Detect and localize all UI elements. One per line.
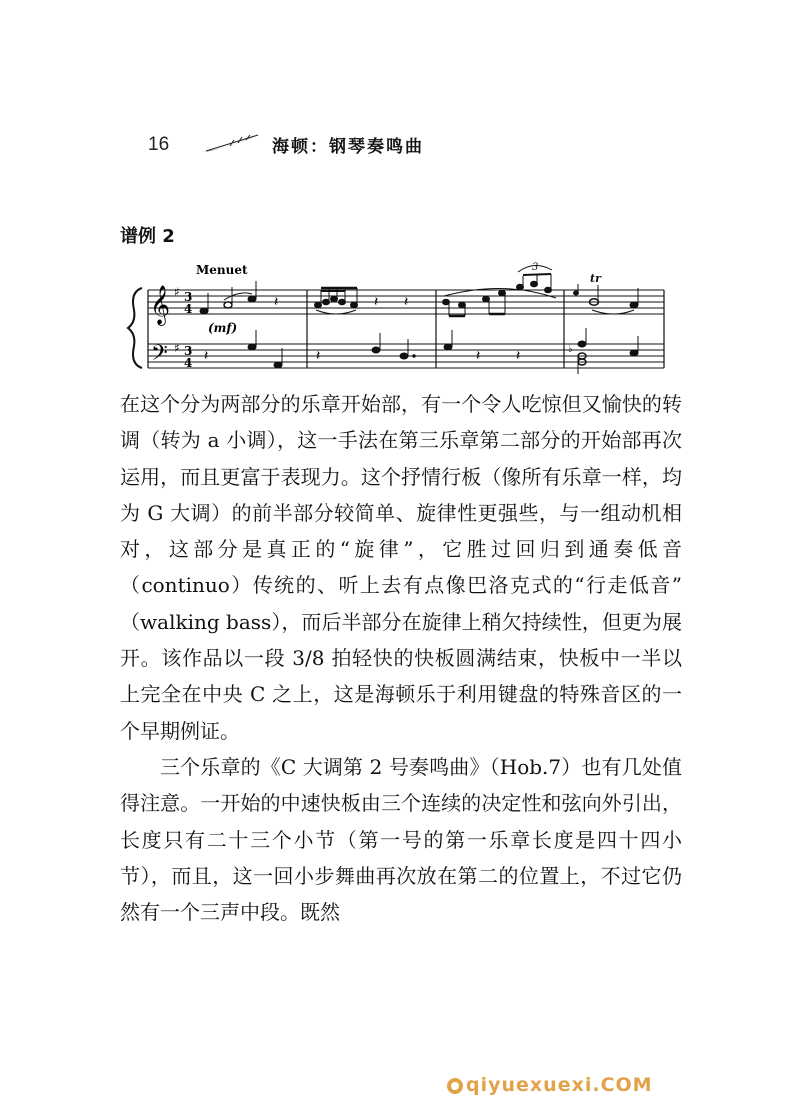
svg-text:𝄽: 𝄽 — [374, 294, 379, 310]
svg-text:𝄽: 𝄽 — [316, 348, 321, 364]
sharp-icon: ♯ — [174, 341, 180, 355]
body-text — [120, 386, 682, 930]
svg-text:4: 4 — [184, 302, 193, 316]
time-signature — [184, 290, 192, 370]
svg-text:3: 3 — [184, 344, 193, 358]
book-title: 海顿：钢琴奏鸣曲 — [272, 137, 424, 157]
page-number: 16 — [148, 134, 170, 155]
paragraph-2: 三个乐章的《C 大调第 2 号奏鸣曲》（Hob.7）也有几处值得注意。一开始的中速快板由三个连续的决定性和弦向外引出，长度只有二十三个小节（第一号的第一乐章长度是四十四小节），而且，这一回小步舞曲再次放在第二的位置上，不过它仍然有一个三声中段。既然 — [120, 754, 682, 925]
svg-text:4: 4 — [184, 356, 193, 370]
svg-text:𝄽: 𝄽 — [204, 348, 209, 364]
notes-measure-2-treble — [315, 288, 409, 314]
triplet-marking: 3 — [532, 262, 539, 273]
notes-measure-3-bass — [444, 330, 520, 364]
paragraph-1: 在这个分为两部分的乐章开始部，有一个令人吃惊但又愉快的转调（转为 a 小调），这一手法在第三乐章第二部分的开始部再次运用，而且更富于表现力。这个抒情行板（像所有乐章一样，均为 G 大调）的前半部分较简单、旋律性更强些，与一组动机相对，这部分是真正的“旋律”，它胜过回归到通奏低音（continuo）传统的、听上去有点像巴洛克式的“行走低音” （walking bass），而后半部分在旋律上稍欠持续性，但更为展开。该作品以一段 3/8 拍轻快的快板圆满结束，快板中一半以上完全在中央 C 之上，这是海顿乐于利用键盘的特殊音区的一个早期例证。 — [120, 392, 682, 743]
sharp-icon: ♯ — [174, 285, 180, 299]
bass-clef-icon: 𝄢 — [151, 341, 168, 371]
page-header — [148, 130, 568, 160]
svg-text:𝄽: 𝄽 — [516, 348, 521, 364]
dynamic-marking: (mf) — [208, 321, 238, 335]
tempo-marking: Menuet — [196, 263, 248, 277]
notes-measure-2-bass — [316, 333, 415, 364]
trill-marking: tr — [590, 272, 601, 285]
notes-measure-4-bass — [568, 328, 638, 374]
grand-staff-brace — [128, 288, 142, 368]
quill-ornament-icon — [200, 132, 262, 154]
svg-text:𝄽: 𝄽 — [404, 294, 409, 310]
treble-clef-icon: 𝄞 — [150, 285, 171, 325]
watermark-logo-icon — [446, 1077, 464, 1095]
example-label: 谱例 2 — [120, 226, 175, 247]
notes-measure-1-treble — [200, 281, 278, 314]
svg-text:𝄽: 𝄽 — [274, 294, 279, 310]
watermark-text: qiyuexuexi.COM — [466, 1074, 653, 1096]
svg-text:𝄽: 𝄽 — [476, 348, 481, 364]
svg-text:♭: ♭ — [568, 344, 573, 355]
svg-text:3: 3 — [184, 290, 193, 304]
music-score — [124, 260, 669, 380]
